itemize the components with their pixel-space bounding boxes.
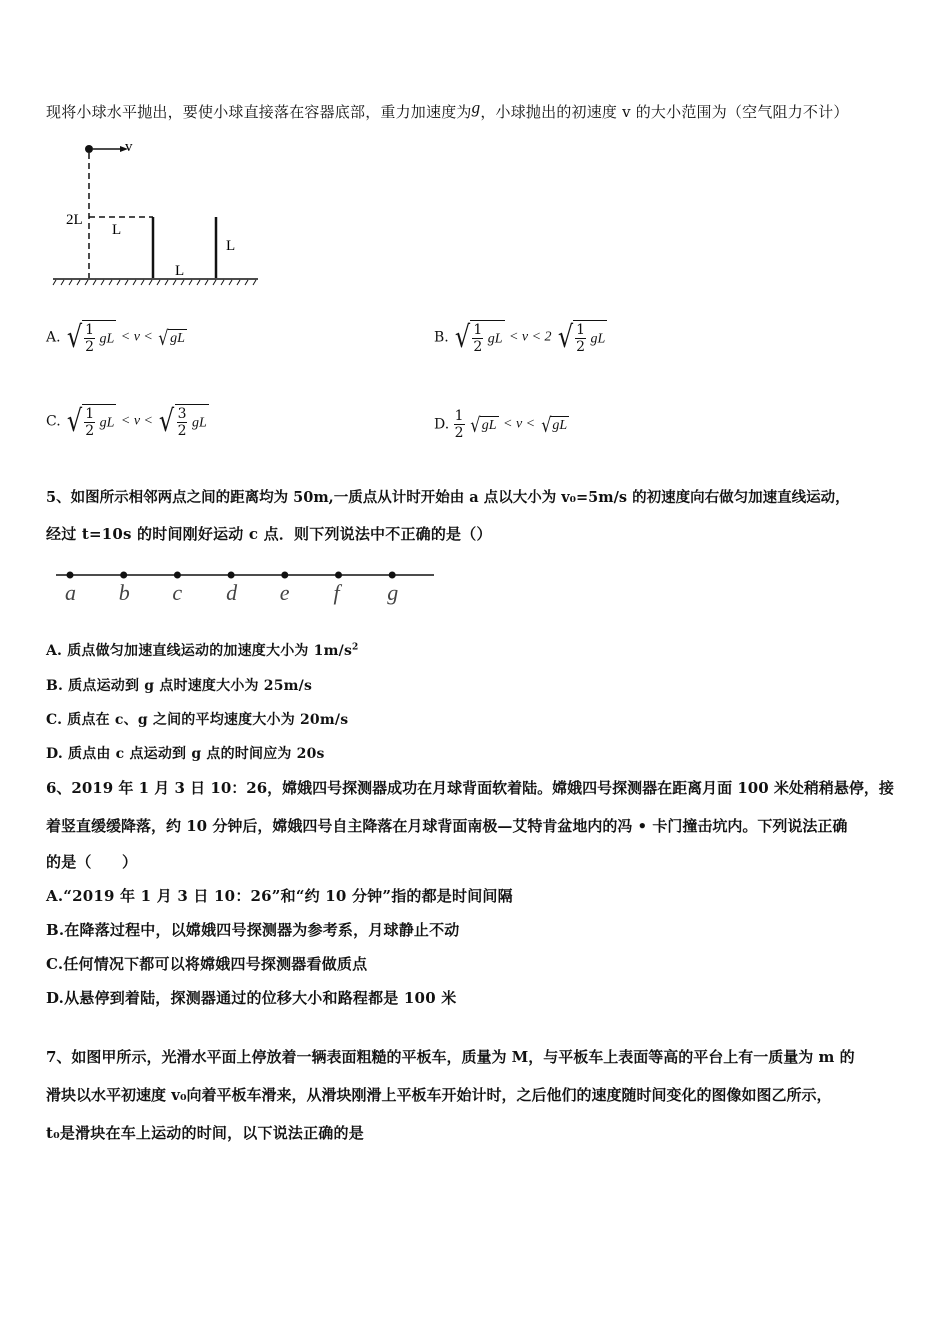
frac-den: 2 xyxy=(473,339,483,355)
q5-option-a-sup: 2 xyxy=(352,642,359,653)
sqrt-icon: √ xyxy=(557,319,574,355)
q6-line-3: 的是（ ） xyxy=(46,853,138,871)
q5-line-1: 5、如图所示相邻两点之间的距离均为 50m,一质点从计时开始由 a 点以大小为 v₀=5m/s 的初速度向右做匀加速直线运动， xyxy=(46,489,850,506)
q4-stem-text: 现将小球水平抛出，要使小球直接落在容器底部，重力加速度为 xyxy=(46,103,472,121)
q5-line-2: 经过 t=10s 的时间刚好运动 c 点．则下列说法中不正确的是（） xyxy=(46,525,492,543)
frac-den: 2 xyxy=(576,339,586,355)
frac-num: 1 xyxy=(85,322,95,338)
sqrt-icon: √ xyxy=(159,403,175,439)
q5-option-a-text: A. 质点做匀加速直线运动的加速度大小为 1m/s xyxy=(46,643,353,659)
point-f xyxy=(335,572,342,579)
frac-num: 1 xyxy=(473,322,483,338)
inequality: < v < 2 xyxy=(508,329,552,345)
inequality: < v < xyxy=(120,413,153,429)
q4-figure xyxy=(40,130,280,290)
point-label-g: g xyxy=(387,580,399,605)
q4-option-b xyxy=(434,320,607,355)
q7-line-3: t₀是滑块在车上运动的时间，以下说法正确的是 xyxy=(46,1124,364,1142)
point-label-f: f xyxy=(333,580,340,605)
option-letter: C. xyxy=(46,413,61,430)
gL: gL xyxy=(590,331,606,347)
sqrt-icon: √ xyxy=(540,412,552,437)
option-letter: D. xyxy=(434,416,450,433)
q6-option-c: C.任何情况下都可以将嫦娥四号探测器看做质点 xyxy=(46,955,368,973)
gL: gL xyxy=(191,415,207,431)
point-d xyxy=(228,572,235,579)
option-letter: B. xyxy=(434,329,449,346)
point-label-e: e xyxy=(279,580,290,605)
q6-option-b: B.在降落过程中，以嫦娥四号探测器为参考系，月球静止不动 xyxy=(46,921,460,939)
q4-option-a xyxy=(46,320,187,355)
sqrt-icon: √ xyxy=(67,403,83,439)
label-L-top: L xyxy=(112,222,122,238)
q6-option-a: A.“2019 年 1 月 3 日 10：26”和“约 10 分钟”指的都是时间间隔 xyxy=(46,887,513,905)
q5-option-a xyxy=(46,640,359,660)
label-L-bottom: L xyxy=(175,263,185,279)
q4-stem-tail: ，小球抛出的初速度 v 的大小范围为（空气阻力不计） xyxy=(480,103,849,121)
frac-num: 1 xyxy=(85,406,95,422)
frac-num: 1 xyxy=(454,408,464,424)
point-a xyxy=(67,572,74,579)
inequality: < v < xyxy=(120,329,153,345)
frac-den: 2 xyxy=(85,423,95,439)
q5-option-c: C. 质点在 c、g 之间的平均速度大小为 20m/s xyxy=(46,712,349,728)
gL: gL xyxy=(99,331,115,347)
gL: gL xyxy=(481,417,497,433)
option-letter: A. xyxy=(46,329,61,346)
point-b xyxy=(120,572,127,579)
q6-line-2: 着竖直缓缓降落，约 10 分钟后，嫦娥四号自主降落在月球背面南极—艾特肯盆地内的冯 • 卡门撞击坑内。下列说法正确 xyxy=(46,817,848,835)
point-label-b: b xyxy=(118,580,130,605)
q4-stem xyxy=(46,98,849,122)
frac-den: 2 xyxy=(85,339,95,355)
label-L-right: L xyxy=(226,238,236,254)
frac-num: 3 xyxy=(177,406,187,422)
q5-option-d: D. 质点由 c 点运动到 g 点的时间应为 20s xyxy=(46,746,325,762)
point-e xyxy=(281,572,288,579)
gL-right: gL xyxy=(170,330,185,346)
q4-g-symbol: g xyxy=(471,98,481,117)
point-label-c: c xyxy=(172,580,183,605)
q7-line-2: 滑块以水平初速度 v₀向着平板车滑来，从滑块刚滑上平板车开始计时，之后他们的速度随时间变化的图像如图乙所示， xyxy=(46,1086,832,1104)
q4-option-c xyxy=(46,404,209,439)
sqrt-icon: √ xyxy=(158,325,169,350)
q5-option-b: B. 质点运动到 g 点时速度大小为 25m/s xyxy=(46,678,313,694)
ball-icon xyxy=(85,145,93,153)
q5-points-figure xyxy=(50,562,440,610)
point-c xyxy=(174,572,181,579)
sqrt-icon: √ xyxy=(455,319,471,355)
gL-right: gL xyxy=(552,417,568,433)
sqrt-icon: √ xyxy=(470,412,481,437)
frac-num: 1 xyxy=(576,322,586,338)
gL: gL xyxy=(487,331,503,347)
label-2L: 2L xyxy=(66,212,83,228)
frac-den: 2 xyxy=(454,425,464,441)
point-g xyxy=(389,572,396,579)
sqrt-icon: √ xyxy=(66,319,83,355)
v-label: v xyxy=(125,139,133,155)
q7-line-1: 7、如图甲所示，光滑水平面上停放着一辆表面粗糙的平板车，质量为 M，与平板车上表面等高的平台上有一质量为 m 的 xyxy=(46,1048,855,1066)
point-label-d: d xyxy=(226,580,238,605)
inequality: < v < xyxy=(503,416,536,432)
q6-option-d: D.从悬停到着陆，探测器通过的位移大小和路程都是 100 米 xyxy=(46,989,457,1007)
gL: gL xyxy=(99,415,115,431)
q6-line-1: 6、2019 年 1 月 3 日 10：26，嫦娥四号探测器成功在月球背面软着陆。嫦娥四号探测器在距离月面 100 米处稍稍悬停，接 xyxy=(46,779,894,797)
frac-den: 2 xyxy=(177,423,187,439)
point-label-a: a xyxy=(65,580,76,605)
q4-option-d xyxy=(434,408,569,441)
